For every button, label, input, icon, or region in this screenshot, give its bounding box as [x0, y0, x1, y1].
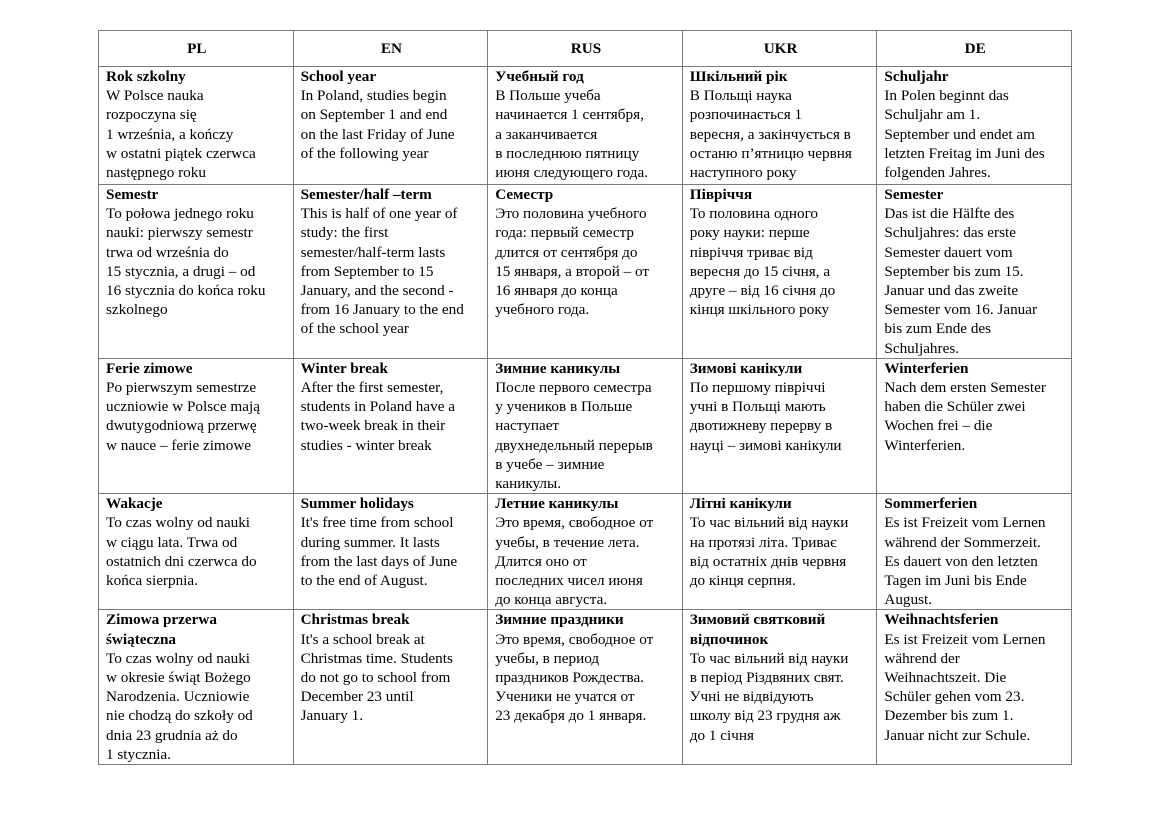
header-row [99, 31, 1072, 67]
cell-ukr [682, 67, 877, 185]
description: В Польше учеба начинается 1 сентября, а заканчивается в последнюю пятницу июня следующего года. [495, 87, 649, 182]
cell-pl [99, 610, 294, 765]
cell-de [877, 185, 1072, 359]
term: Zimowa przerwa świąteczna [106, 611, 217, 648]
description: It's a school break at Christmas time. Students do not go to school from December 23 until January 1. [300, 630, 453, 725]
header-rus: RUS [488, 31, 683, 67]
description: Это половина учебного года: первый семестр длится от сентября до 15 января, а второй – от 16 января до конца учебного года. [495, 205, 650, 319]
term: Летние каникулы [495, 495, 619, 513]
header-de: DE [877, 31, 1072, 67]
term: Schuljahr [884, 68, 949, 85]
cell-ukr [682, 494, 877, 610]
cell-rus [488, 67, 683, 185]
cell-en [293, 67, 488, 185]
cell-rus [488, 494, 683, 610]
header-en: EN [293, 31, 488, 67]
term: Weihnachtsferien [884, 611, 999, 629]
cell-ukr [682, 185, 877, 359]
term: Christmas break [300, 611, 410, 629]
term: Зимові канікули [689, 359, 803, 377]
term: Шкільний рік [689, 68, 788, 85]
description: Nach dem ersten Semester haben die Schüler zwei Wochen frei – die Winterferien. [884, 379, 1046, 454]
term: Semestr [106, 186, 159, 203]
header-ukr: UKR [682, 31, 877, 67]
term: Семестр [495, 186, 554, 203]
cell-en [293, 494, 488, 610]
description: W Polsce nauka rozpoczyna się 1 września, a kończy w ostatni piątek czerwca następnego roku [106, 87, 256, 182]
description: To połowa jednego roku nauki: pierwszy semestr trwa od września do 15 stycznia, a drugi – od 16 stycznia do końca roku szkolnego [106, 205, 266, 319]
description: After the first semester, students in Poland have a two-week break in their studies - winter break [300, 379, 455, 454]
description: В Польщі наука розпочинається 1 вересня, а закінчується в останю п’ятницю червня наступного року [689, 87, 852, 182]
term: Літні канікули [689, 495, 792, 513]
description: In Poland, studies begin on September 1 and end on the last Friday of June of the following year [300, 87, 455, 162]
term: Semester/half –term [300, 186, 432, 203]
description: Это время, свободное от учебы, в период праздников Рождества. Ученики не учатся от 23 декабря до 1 января. [495, 630, 654, 725]
cell-rus [488, 358, 683, 493]
cell-en [293, 358, 488, 493]
term: Ferie zimowe [106, 359, 193, 377]
description: Po pierwszym semestrze uczniowie w Polsce mają dwutygodniową przerwę w nauce – ferie zimowe [106, 379, 260, 454]
header-pl: PL [99, 31, 294, 67]
term: Зимние праздники [495, 611, 624, 629]
table-row-semester [99, 185, 1072, 359]
description: То час вільний від науки на протязі літа. Триває від остатніх днів червня до кінця серпня. [689, 514, 849, 590]
description: После первого семестра у учеников в Польше наступает двухнедельный перерыв в учебе – зимние каникулы. [495, 379, 653, 493]
cell-pl [99, 358, 294, 493]
cell-pl [99, 494, 294, 610]
cell-pl [99, 67, 294, 185]
description: То час вільний від науки в період Різдвяних свят. Учні не відвідують школу від 23 грудня аж до 1 січня [689, 649, 849, 744]
cell-ukr [682, 358, 877, 493]
term: Winter break [300, 359, 388, 377]
description: По першому півріччі учні в Польщі мають двотижневу перерву в науці – зимові канікули [689, 379, 842, 454]
cell-rus [488, 185, 683, 359]
description: To czas wolny od nauki w okresie świąt Bożego Narodzenia. Uczniowie nie chodzą do szkoły od dnia 23 grudnia aż do 1 stycznia. [106, 649, 253, 763]
cell-en [293, 185, 488, 359]
term: Winterferien [884, 359, 969, 377]
description: Это время, свободное от учебы, в течение лета. Длится оно от последних чисел июня до конца августа. [495, 514, 654, 609]
cell-en [293, 610, 488, 765]
description: It's free time from school during summer. It lasts from the last days of June to the end of August. [300, 514, 458, 590]
description: In Polen beginnt das Schuljahr am 1. September und endet am letzten Freitag im Juni des folgenden Jahres. [884, 87, 1045, 182]
cell-de [877, 67, 1072, 185]
term: Півріччя [689, 186, 753, 203]
cell-rus [488, 610, 683, 765]
cell-de [877, 358, 1072, 493]
description: То половина одного року науки: перше півріччя триває від вересня до 15 січня, а друге – від 16 січня до кінця шкільного року [689, 205, 836, 319]
description: This is half of one year of study: the first semester/half-term lasts from September to 15 January, and the second - from 16 January to the end of the school year [300, 205, 464, 338]
term: Rok szkolny [106, 68, 186, 85]
term: Summer holidays [300, 495, 414, 513]
term: Учебный год [495, 68, 584, 85]
description: Es ist Freizeit vom Lernen während der Weihnachtszeit. Die Schüler gehen vom 23. Dezember bis zum 1. Januar nicht zur Schule. [884, 630, 1046, 744]
term: Зимовий святковий відпочинок [689, 611, 826, 648]
cell-ukr [682, 610, 877, 765]
table-row-christmas-break [99, 610, 1072, 765]
term: Wakacje [106, 495, 163, 513]
description: To czas wolny od nauki w ciągu lata. Trwa od ostatnich dni czerwca do końca sierpnia. [106, 514, 257, 590]
term: Sommerferien [884, 495, 978, 513]
term: Зимние каникулы [495, 359, 621, 377]
description: Es ist Freizeit vom Lernen während der Sommerzeit. Es dauert von den letzten Tagen im Juni bis Ende August. [884, 514, 1046, 609]
cell-pl [99, 185, 294, 359]
description: Das ist die Hälfte des Schuljahres: das erste Semester dauert vom September bis zum 15. Januar und das zweite Semester vom 16. Januar bis zum Ende des Schuljahres. [884, 205, 1038, 357]
cell-de [877, 494, 1072, 610]
term: School year [300, 68, 377, 85]
table-row-summer-holidays [99, 494, 1072, 610]
school-terms-glossary-table [98, 30, 1072, 765]
table-row-school-year [99, 67, 1072, 185]
term: Semester [884, 186, 944, 203]
table-row-winter-break [99, 358, 1072, 493]
cell-de [877, 610, 1072, 765]
